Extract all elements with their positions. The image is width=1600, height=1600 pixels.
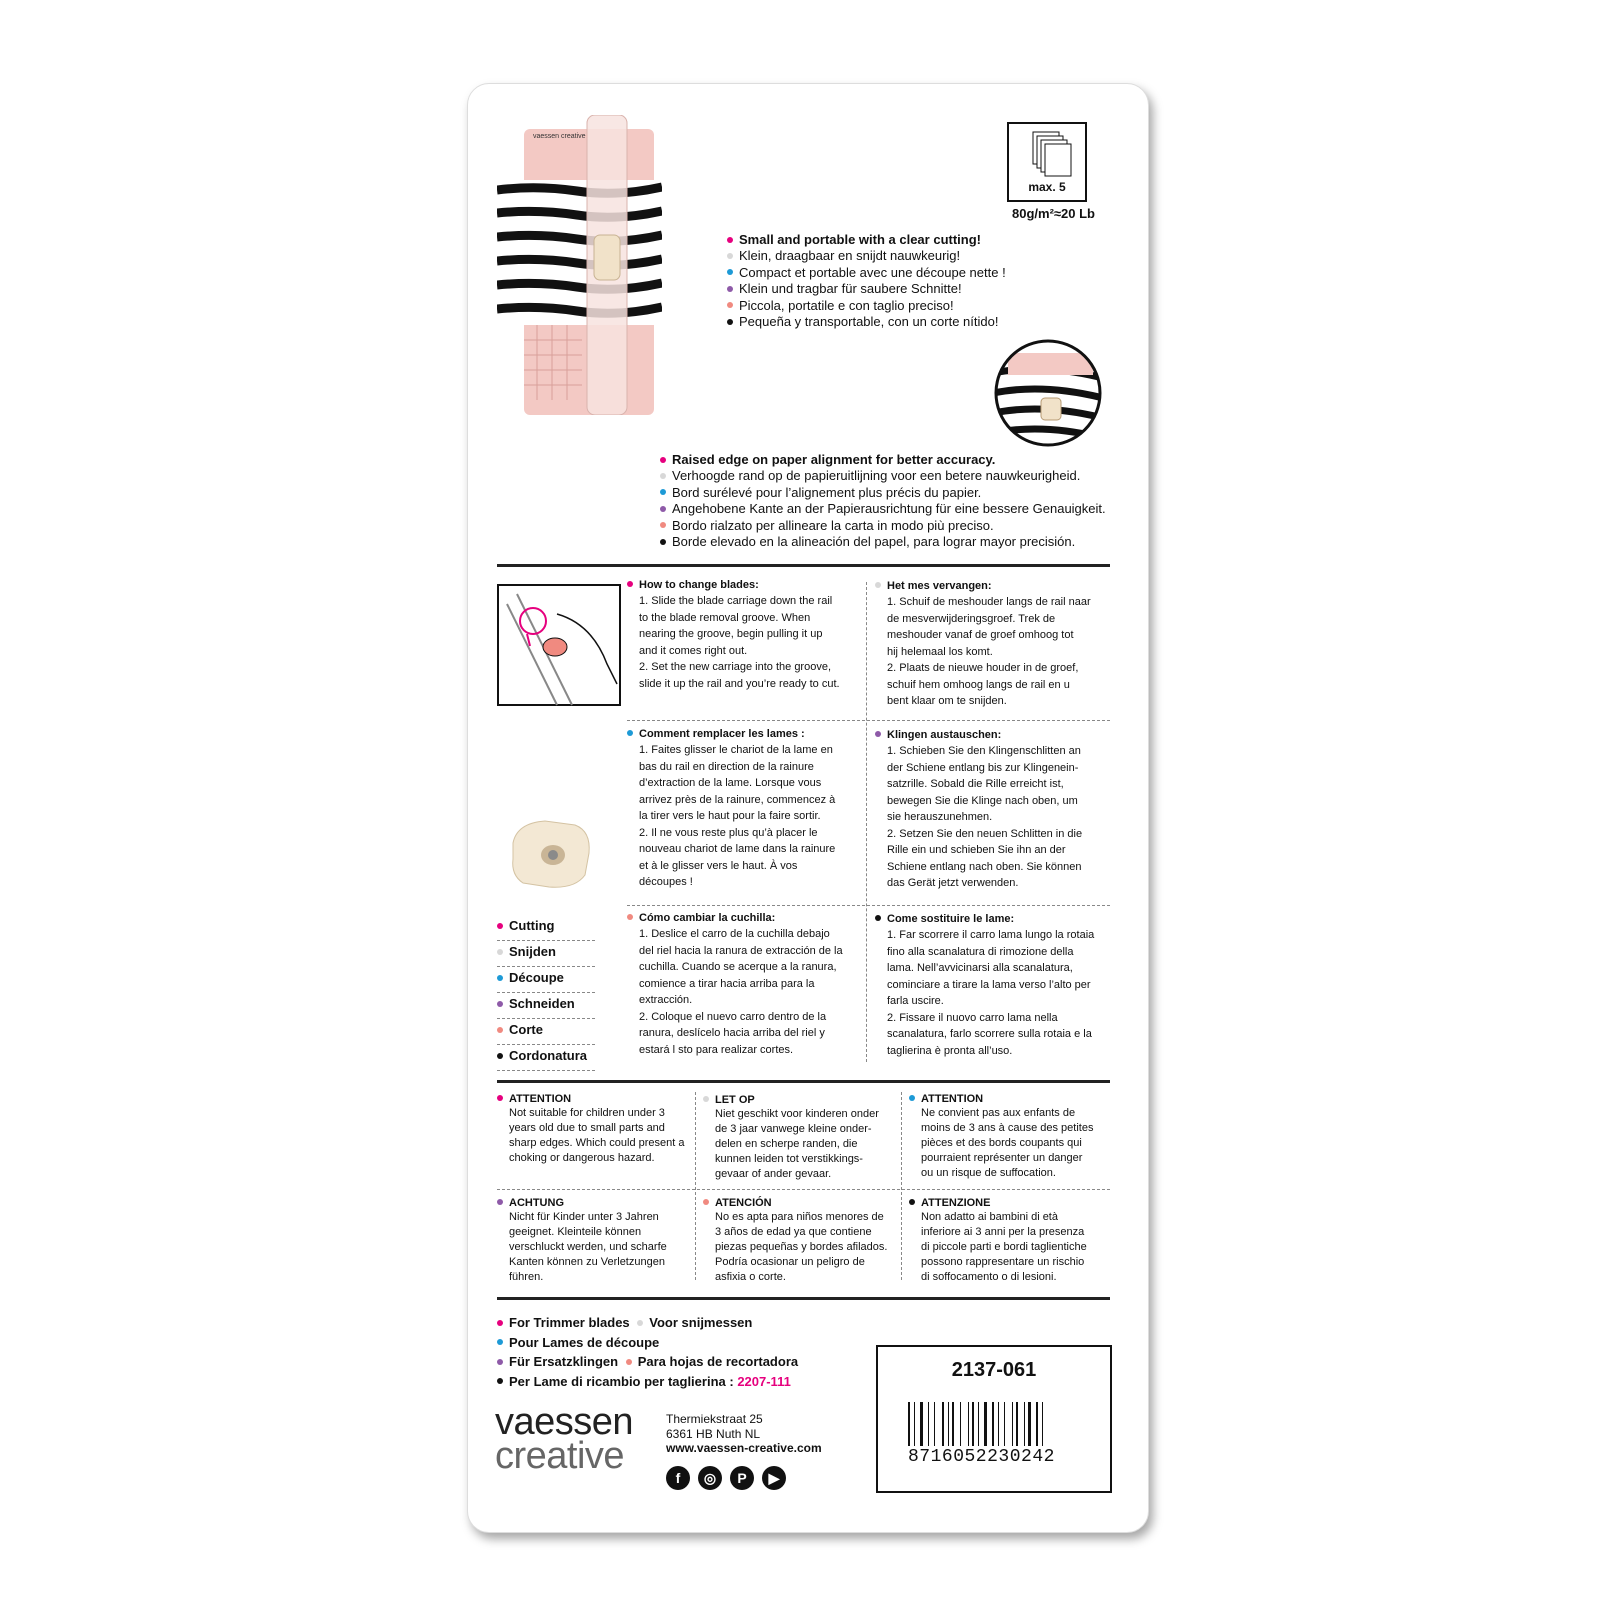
bullet-dot	[703, 1096, 709, 1102]
brand-line-2: creative	[495, 1435, 625, 1477]
cutting-list-text: Schneiden	[509, 996, 575, 1011]
divider-bottom	[497, 1297, 1110, 1300]
bullet-dot	[497, 1053, 503, 1059]
barcode-bar	[914, 1402, 915, 1446]
cutting-list-text: Corte	[509, 1022, 543, 1037]
feature-item	[727, 248, 1006, 264]
instructions-de: Klingen austauschen: 1. Schieben Sie den Klingenschlitten an der Schiene entlang bis zur Klingenein- satzrille. Sobald die Rille erreicht ist, bewegen Sie die Klinge nach oben, um sie herauszunehmen. 2. Setzen Sie den neuen Schlitten in die Rille ein und schieben Sie ihn an der Schiene entlang nach oben. Sie können das Gerät jetzt verwenden.	[875, 728, 1110, 892]
youtube-icon[interactable]: ▶	[762, 1466, 786, 1490]
bullet-dot	[875, 731, 881, 737]
cutting-list-item	[497, 915, 595, 941]
barcode-bar	[1016, 1402, 1018, 1446]
refill-info: For Trimmer blades Voor snijmessen Pour Lames de découpe Für Ersatzklingen Para hojas de recortadora Per Lame di ricambio per taglierina : 2207-111	[497, 1313, 798, 1391]
bullet-dot	[909, 1199, 915, 1205]
brand-logo	[495, 1401, 634, 1477]
bullet-dot	[909, 1095, 915, 1101]
svg-text:vaessen creative: vaessen creative	[533, 133, 586, 140]
feature-item	[727, 232, 1006, 248]
bullet-dot	[660, 473, 666, 479]
bullet-dot	[497, 1199, 503, 1205]
cutting-list-item	[497, 1019, 595, 1045]
website-link[interactable]: www.vaessen-creative.com	[666, 1441, 822, 1455]
bullet-dot	[637, 1320, 643, 1326]
barcode-bar	[948, 1402, 949, 1446]
cutting-list-item	[497, 993, 595, 1019]
paper-stack-icon	[1007, 122, 1087, 202]
bullet-dot	[875, 582, 881, 588]
barcode-bar	[992, 1402, 994, 1446]
bullet-dot	[727, 286, 733, 292]
cutting-list-item	[497, 941, 595, 967]
bullet-dot	[703, 1199, 709, 1205]
barcode-digits: 8716052230242	[908, 1447, 1055, 1467]
bullet-dot	[626, 1359, 632, 1365]
grid-divider-2	[627, 905, 1110, 906]
bullet-dot	[497, 1378, 503, 1384]
bullet-dot	[727, 302, 733, 308]
barcode-bar	[1004, 1402, 1005, 1446]
warning-fr: ATTENTION Ne convient pas aux enfants de moins de 3 ans à cause des petites pièces et des bords coupants qui pourraient représenter un danger ou un risque de suffocation.	[909, 1092, 1109, 1181]
instructions-nl: Het mes vervangen: 1. Schuif de meshouder langs de rail naar de mesverwijderingsgroef. Trek de meshouder vanaf de groef omhoog tot hij helemaal los komt. 2. Plaats de nieuwe houder in de groef, schuif hem omhoog langs de rail en u bent klaar om te snijden.	[875, 579, 1110, 710]
address	[666, 1412, 822, 1456]
cutting-list-text: Snijden	[509, 944, 556, 959]
cutting-language-list	[497, 915, 595, 1071]
feature-text: Angehobene Kante an der Papierausrichtung für eine bessere Genauigkeit.	[672, 501, 1106, 517]
barcode-box	[876, 1345, 1112, 1493]
instructions-en: How to change blades: 1. Slide the blade carriage down the rail to the blade removal groove. When nearing the groove, begin pulling it up and it comes right out. 2. Set the new carriage into the groove, slide it up the rail and you’re ready to cut.	[627, 578, 857, 692]
barcode-bar	[920, 1402, 923, 1446]
address-city: 6361 HB Nuth NL	[666, 1426, 761, 1441]
bullet-dot	[660, 522, 666, 528]
warn-divider-h	[497, 1189, 1110, 1190]
barcode-bar	[968, 1402, 969, 1446]
cutting-list-text: Cutting	[509, 918, 555, 933]
feature-text: Compact et portable avec une découpe nette !	[739, 264, 1006, 280]
bullet-dot	[727, 237, 733, 243]
barcode-bar	[928, 1402, 929, 1446]
feature-text: Bordo rialzato per allineare la carta in modo più preciso.	[672, 517, 994, 533]
feature-item	[727, 314, 1006, 330]
barcode-bar	[934, 1402, 935, 1446]
bullet-dot	[497, 975, 503, 981]
feature-text: Small and portable with a clear cutting!	[739, 232, 981, 247]
feature-item	[660, 534, 1106, 550]
feature-text: Klein und tragbar für saubere Schnitte!	[739, 281, 962, 297]
feature-item	[660, 452, 1106, 468]
barcode-bar	[1024, 1402, 1025, 1446]
bullet-dot	[875, 915, 881, 921]
warning-es: ATENCIÓN No es apta para niños menores de 3 años de edad ya que contiene piezas pequeñas y bordes afilados. Podría ocasionar un peligro de asfixia o corte.	[703, 1196, 898, 1285]
feature-text: Pequeña y transportable, con un corte nítido!	[739, 314, 999, 330]
blade-change-illustration	[497, 584, 621, 706]
feature-item	[660, 468, 1106, 484]
address-street: Thermiekstraat 25	[666, 1412, 763, 1426]
brand-line-1: vaessen	[495, 1401, 634, 1443]
facebook-icon[interactable]: f	[666, 1466, 690, 1490]
grid-divider-vertical	[866, 582, 867, 1062]
feature-text: Borde elevado en la alineación del papel, para lograr mayor precisión.	[672, 534, 1076, 550]
barcode-bar	[1042, 1402, 1043, 1446]
feature-text: Verhoogde rand op de papieruitlijning voor een betere nauwkeurigheid.	[672, 468, 1081, 484]
paper-weight-spec: 80g/m²≈20 Lb	[1012, 206, 1095, 221]
pinterest-icon[interactable]: P	[730, 1466, 754, 1490]
feature-item	[660, 518, 1106, 534]
barcode-bar	[984, 1402, 987, 1446]
cutting-list-item	[497, 967, 595, 993]
barcode-bar	[1028, 1402, 1031, 1446]
bullet-dot	[497, 923, 503, 929]
feature-item	[727, 265, 1006, 281]
bullet-dot	[627, 730, 633, 736]
bullet-dot	[660, 539, 666, 545]
feature-text: Bord surélevé pour l’alignement plus précis du papier.	[672, 484, 982, 500]
divider-mid	[497, 1080, 1110, 1083]
barcode-bar	[1036, 1402, 1038, 1446]
feature-text: Klein, draagbaar en snijdt nauwkeurig!	[739, 248, 961, 264]
trimmer-image	[497, 115, 662, 415]
bullet-dot	[660, 457, 666, 463]
warning-de: ACHTUNG Nicht für Kinder unter 3 Jahren geeignet. Kleinteile können verschluckt werden, und scharfe Kanten können zu Verletzungen führen.	[497, 1196, 692, 1285]
blade-carriage-image	[505, 815, 595, 895]
warning-en: ATTENTION Not suitable for children under 3 years old due to small parts and sharp edges. Which could present a choking or dangerous hazard.	[497, 1092, 692, 1166]
bullet-dot	[660, 489, 666, 495]
feature-text: Raised edge on paper alignment for better accuracy.	[672, 452, 996, 467]
bullet-dot	[497, 1001, 503, 1007]
instructions-fr: Comment remplacer les lames : 1. Faites glisser le chariot de la lame en bas du rail en direction de la rainure d’extraction de la lame. Lorsque vous arrivez près de la rainure, commencez à la tirer vers le haut pour la faire sortir. 2. Il ne vous reste plus qu’à placer le nouveau chariot de lame dans la rainure et à le glisser vers le haut. À vos découpes !	[627, 727, 857, 891]
barcode-bar	[960, 1402, 961, 1446]
barcode-bar	[998, 1402, 999, 1446]
feature-item	[660, 501, 1106, 517]
divider-top	[497, 564, 1110, 567]
bullet-dot	[627, 914, 633, 920]
bullet-dot	[497, 949, 503, 955]
feature-item	[727, 281, 1006, 297]
bullet-dot	[497, 1320, 503, 1326]
barcode-bar	[1012, 1402, 1013, 1446]
features-list-2	[660, 452, 1106, 550]
social-icons	[666, 1466, 794, 1490]
barcode-bar	[978, 1402, 979, 1446]
bullet-dot	[660, 506, 666, 512]
feature-item	[660, 485, 1106, 501]
bullet-dot	[727, 253, 733, 259]
bullet-dot	[497, 1359, 503, 1365]
refill-code: 2207-111	[737, 1373, 791, 1389]
barcode-bar	[908, 1402, 910, 1446]
article-number: 2137-061	[951, 1359, 1037, 1381]
instructions-it: Come sostituire le lame: 1. Far scorrere il carro lama lungo la rotaia fino alla scanalatura di rimozione della lama. Nell’avvicinarsi alla scanalatura, cominciare a tirare la lama verso l’alto per farla uscire. 2. Fissare il nuovo carro lama nella scanalatura, farlo scorrere sulla rotaia e la taglierina è pronta all’uso.	[875, 912, 1110, 1059]
grid-divider-1	[627, 720, 1110, 721]
warning-nl: LET OP Niet geschikt voor kinderen onder de 3 jaar vanwege kleine onder- delen en scherpe randen, die kunnen leiden tot verstikkings- gevaar of ander gevaar.	[703, 1093, 898, 1182]
feature-text: Piccola, portatile e con taglio preciso!	[739, 297, 954, 313]
barcode-bar	[942, 1402, 944, 1446]
cutting-list-item	[497, 1045, 595, 1071]
detail-circle-image	[993, 338, 1103, 448]
features-list-1	[727, 232, 1006, 330]
bullet-dot	[497, 1027, 503, 1033]
instructions-es: Cómo cambiar la cuchilla: 1. Deslice el carro de la cuchilla debajo del riel hacia la ranura de extracción de la cuchilla. Cuando se acerque a la ranura, comience a tirar hacia arriba para la extracción. 2. Coloque el nuevo carro dentro de la ranura, deslícelo hacia arriba del riel y estará l sto para realizar cortes.	[627, 911, 857, 1058]
warning-it: ATTENZIONE Non adatto ai bambini di età inferiore ai 3 anni per la presenza di piccole parti e bordi taglientiche possono rappresentare un rischio di soffocamento o di lesioni.	[909, 1196, 1109, 1285]
bullet-dot	[497, 1339, 503, 1345]
paper-stack-label: max. 5	[1028, 180, 1066, 194]
bullet-dot	[497, 1095, 503, 1101]
barcode-bar	[972, 1402, 974, 1446]
bullet-dot	[727, 319, 733, 325]
warn-divider-v1	[695, 1092, 696, 1280]
cutting-list-text: Découpe	[509, 970, 564, 985]
barcode-bar	[952, 1402, 954, 1446]
cutting-list-text: Cordonatura	[509, 1048, 587, 1063]
feature-item	[727, 298, 1006, 314]
instagram-icon[interactable]: ◎	[698, 1466, 722, 1490]
warn-divider-v2	[901, 1092, 902, 1280]
bullet-dot	[727, 269, 733, 275]
bullet-dot	[627, 581, 633, 587]
